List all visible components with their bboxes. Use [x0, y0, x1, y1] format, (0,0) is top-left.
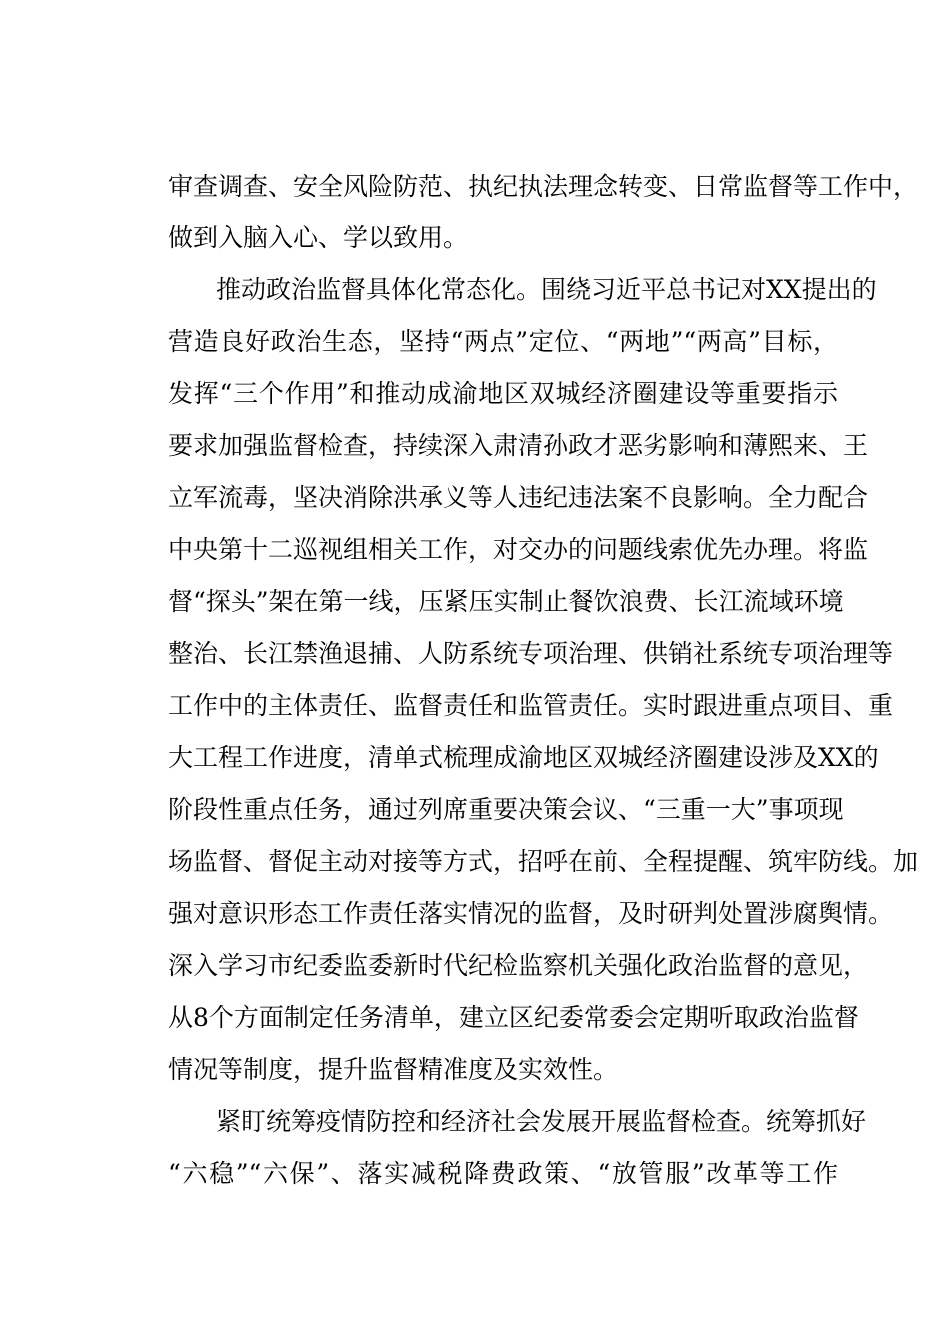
text-line: 审查调查、安全风险防范、执纪执法理念转变、日常监督等工作中，	[168, 172, 919, 201]
text-line: 从8个方面制定任务清单，建立区纪委常委会定期听取政治监督	[168, 1003, 859, 1032]
text-line: 营造良好政治生态，坚持“两点”定位、“两地”“两高”目标，	[168, 327, 838, 356]
paragraph-heading-line: 紧盯统筹疫情防控和经济社会发展开展监督检查。统筹抓好	[216, 1107, 867, 1136]
text-line: 立军流毒，坚决消除洪承义等人违纪违法案不良影响。全力配合	[168, 483, 869, 512]
text-line: 中央第十二巡视组相关工作，对交办的问题线索优先办理。将监	[168, 535, 869, 564]
text-line: 要求加强监督检查，持续深入肃清孙政才恶劣影响和薄熙来、王	[168, 431, 869, 460]
text-line: 情况等制度，提升监督精准度及实效性。	[168, 1055, 619, 1084]
text-line: 大工程工作进度，清单式梳理成渝地区双城经济圈建设涉及XX的	[168, 743, 879, 772]
text-line: “六稳”“六保”、落实减税降费政策、“放管服”改革等工作	[168, 1159, 838, 1188]
text-line: 督“探头”架在第一线，压紧压实制止餐饮浪费、长江流域环境	[168, 587, 844, 616]
text-line: 阶段性重点任务，通过列席重要决策会议、“三重一大”事项现	[168, 795, 844, 824]
paragraph-heading-line: 推动政治监督具体化常态化。围绕习近平总书记对XX提出的	[216, 275, 877, 304]
text-line: 发挥“三个作用”和推动成渝地区双城经济圈建设等重要指示	[168, 379, 838, 408]
text-line: 深入学习市纪委监委新时代纪检监察机关强化政治监督的意见，	[168, 951, 869, 980]
text-line: 整治、长江禁渔退捕、人防系统专项治理、供销社系统专项治理等	[168, 639, 894, 668]
text-line: 场监督、督促主动对接等方式，招呼在前、全程提醒、筑牢防线。加	[168, 847, 919, 876]
text-line: 做到入脑入心、学以致用。	[168, 223, 469, 252]
text-line: 工作中的主体责任、监督责任和监管责任。实时跟进重点项目、重	[168, 691, 894, 720]
text-line: 强对意识形态工作责任落实情况的监督，及时研判处置涉腐舆情。	[168, 899, 894, 928]
